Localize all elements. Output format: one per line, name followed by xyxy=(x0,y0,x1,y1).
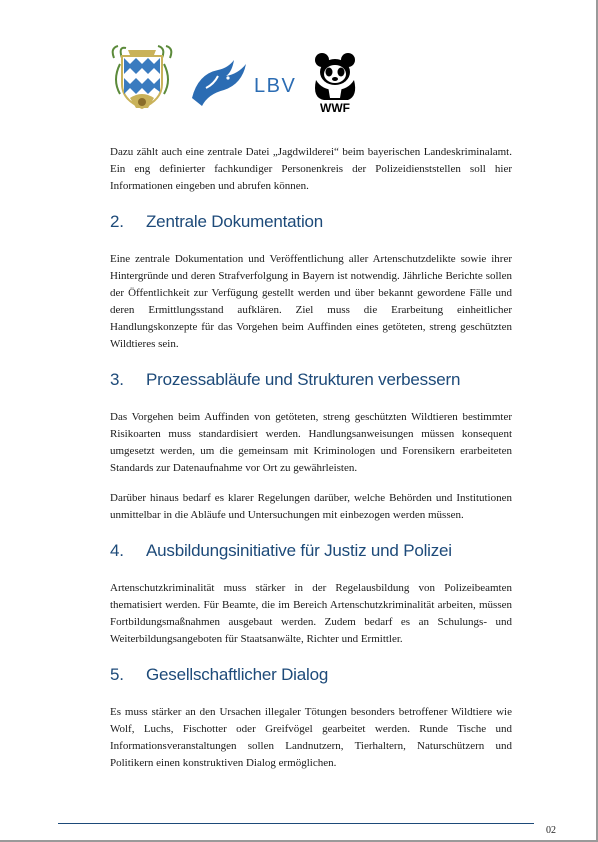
section-paragraph: Es muss stärker an den Ursachen illegaler Tötungen besonders betroffener Wildtiere wie Wolf, Luchs, Fischotter oder Greifvögel gearbeitet werden. Runde Tische und Informationsveranstaltungen sollen Landnutzern, Tierhaltern, Naturschützern und Politikern einen konstruktiven Dialog ermöglichen. xyxy=(110,706,512,769)
section-title: Prozessabläufe und Strukturen verbessern xyxy=(146,370,461,389)
section-heading xyxy=(110,664,512,686)
section-title: Zentrale Dokumentation xyxy=(146,212,324,231)
wwf-panda-logo xyxy=(308,50,366,114)
wwf-logo-text: WWF xyxy=(320,101,350,114)
section-paragraph: Darüber hinaus bedarf es klarer Regelungen darüber, welche Behörden und Institutionen unmittelbar in die Abläufe und Untersuchungen mit einbezogen werden müssen. xyxy=(110,492,512,521)
section-title: Ausbildungsinitiative für Justiz und Polizei xyxy=(146,541,452,560)
footer-rule xyxy=(58,823,534,824)
section-number: 5. xyxy=(110,665,124,684)
section-heading xyxy=(110,540,512,562)
document-body xyxy=(110,144,512,772)
section-number: 3. xyxy=(110,370,124,389)
logo-bar xyxy=(108,44,368,114)
section-paragraph: Artenschutzkriminalität muss stärker in der Regelausbildung von Polizeibeamten thematisiert werden. Für Beamte, die im Bereich Artenschutzkriminalität arbeiten, müssen Fortbildungsmaßnahmen ausgebaut werden. Zudem bedarf es an Schulungs- und Weiterbildungsangeboten für Staatsanwälte, Richter und Ermittler. xyxy=(110,582,512,645)
lbv-logo-text: LBV xyxy=(254,75,297,97)
bavarian-crest-logo xyxy=(108,44,176,114)
section-paragraph: Eine zentrale Dokumentation und Veröffentlichung aller Artenschutzdelikte sowie ihrer Hintergründe und deren Strafverfolgung in Bayern ist notwendig. Jährliche Berichte sollen der Öffentlichkeit zur Verfügung gestellt werden und über bekannt gewordene Fälle und deren Ermittlungsstand aufklären. Ziel muss die Erarbeitung einheitlicher Handlungskonzepte für das Vorgehen beim Auffinden eines getöteten, streng geschützten Wildtieres sein. xyxy=(110,253,512,350)
section-heading xyxy=(110,369,512,391)
lbv-logo xyxy=(188,54,306,110)
section-title: Gesellschaftlicher Dialog xyxy=(146,665,329,684)
section-heading xyxy=(110,211,512,233)
section-number: 4. xyxy=(110,541,124,560)
intro-paragraph: Dazu zählt auch eine zentrale Datei „Jagdwilderei“ beim bayerischen Landeskriminalamt. Ein eng definierter fachkundiger Personenkreis der Polizeidienststellen soll hier Informationen eingeben und abrufen können. xyxy=(110,146,512,192)
page-number: 02 xyxy=(546,825,556,836)
section-number: 2. xyxy=(110,212,124,231)
section-paragraph: Das Vorgehen beim Auffinden von getöteten, streng geschützten Wildtieren bestimmter Risikoarten muss standardisiert werden. Handlungsanweisungen müssen konsequent umgesetzt werden, um die gemeinsam mit Kriminologen und Forensikern erarbeiteten Standards zur Datenaufnahme vor Ort zu gewährleisten. xyxy=(110,411,512,474)
